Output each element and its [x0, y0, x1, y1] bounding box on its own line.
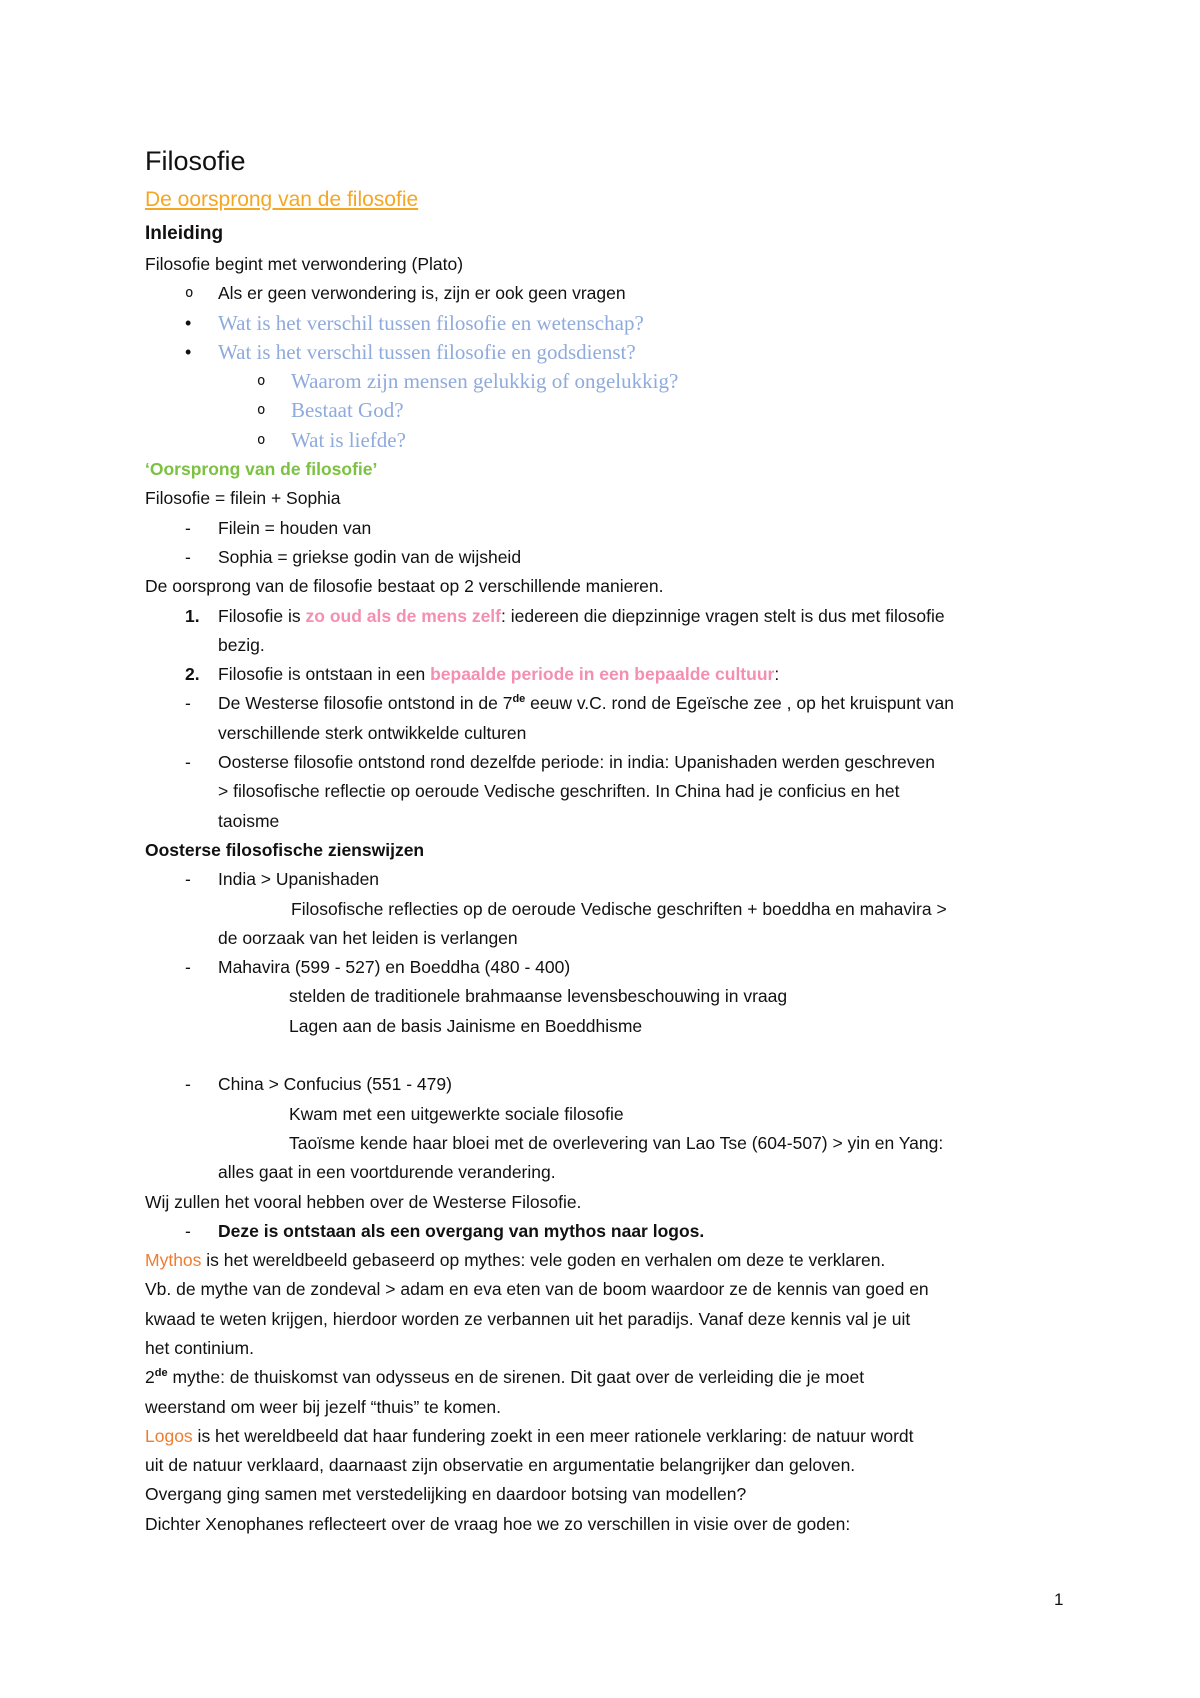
document-page — [145, 140, 1065, 1539]
continuation: bezig. — [218, 634, 265, 655]
continuation: taoisme — [218, 810, 280, 831]
blank-line — [145, 1041, 1065, 1070]
section-heading: De oorsprong van de filosofie — [145, 188, 419, 211]
paragraph: Overgang ging samen met verstedelijking en daardoor botsing van modellen? — [145, 1484, 747, 1505]
numbered-item: 1. Filosofie is zo oud als de mens zelf: iedereen die diepzinnige vragen stelt is dus met filosofie — [145, 602, 1065, 631]
term-logos: Logos — [145, 1425, 193, 1446]
list-item: o Bestaat God? — [145, 396, 1065, 425]
bullet-icon: • — [185, 312, 192, 333]
paragraph: uit de natuur verklaard, daarnaast zijn observatie en argumentatie belangrijker dan geloven. — [145, 1455, 856, 1476]
subheading-oosterse: Oosterse filosofische zienswijzen — [145, 839, 425, 860]
paragraph: weerstand om weer bij jezelf “thuis” te komen. — [145, 1396, 501, 1417]
list-item: - Sophia = griekse godin van de wijsheid — [145, 543, 1065, 572]
list-item: - Mahavira (599 - 527) en Boeddha (480 - 400) — [145, 953, 1065, 982]
paragraph: Logos is het wereldbeeld dat haar fundering zoekt in een meer rationele verklaring: de natuur wordt — [145, 1425, 914, 1446]
paragraph: Dichter Xenophanes reflecteert over de vraag hoe we zo verschillen in visie over de goden: — [145, 1513, 851, 1534]
list-item: - China > Confucius (551 - 479) — [145, 1070, 1065, 1099]
paragraph: kwaad te weten krijgen, hierdoor worden ze verbannen uit het paradijs. Vanaf deze kennis val je uit — [145, 1308, 911, 1329]
page-number: 1 — [1054, 1590, 1064, 1609]
list-item: o Waarom zijn mensen gelukkig of ongelukkig? — [145, 367, 1065, 396]
dash-bullet-icon: - — [185, 546, 191, 567]
subheading-inleiding: Inleiding — [145, 223, 224, 244]
list-item: - Filein = houden van — [145, 514, 1065, 543]
bullet-icon: • — [185, 341, 192, 362]
dash-bullet-icon: - — [185, 957, 191, 978]
list-number: 2. — [185, 664, 200, 685]
paragraph: 2de mythe: de thuiskomst van odysseus en de sirenen. Dit gaat over de verleiding die je moet — [145, 1367, 865, 1388]
paragraph: De oorsprong van de filosofie bestaat op 2 verschillende manieren. — [145, 576, 664, 597]
highlight: zo oud als de mens zelf — [305, 605, 501, 626]
continuation: alles gaat in een voortdurende verandering. — [218, 1162, 556, 1183]
list-item: - India > Upanishaden — [145, 865, 1065, 894]
highlight: bepaalde periode in een bepaalde cultuur — [430, 664, 775, 685]
document-title: Filosofie — [145, 146, 246, 176]
circle-bullet-icon: o — [257, 373, 266, 390]
indented-text: Kwam met een uitgewerkte sociale filosofie — [289, 1103, 624, 1124]
dash-bullet-icon: - — [185, 752, 191, 773]
indented-text: stelden de traditionele brahmaanse levensbeschouwing in vraag — [289, 986, 788, 1007]
list-number: 1. — [185, 605, 200, 626]
list-item: • Wat is het verschil tussen filosofie en godsdienst? — [145, 338, 1065, 367]
term-mythos: Mythos — [145, 1250, 202, 1271]
list-item: • Wat is het verschil tussen filosofie en wetenschap? — [145, 309, 1065, 338]
paragraph: Wij zullen het vooral hebben over de Westerse Filosofie. — [145, 1191, 582, 1212]
circle-bullet-icon: o — [257, 402, 266, 419]
dash-bullet-icon: - — [185, 1074, 191, 1095]
list-item: - Oosterse filosofie ontstond rond dezelfde periode: in india: Upanishaden werden geschreven — [145, 748, 1065, 777]
dash-bullet-icon: - — [185, 1220, 191, 1241]
list-item: o Wat is liefde? — [145, 426, 1065, 455]
paragraph: Vb. de mythe van de zondeval > adam en eva eten van de boom waardoor ze de kennis van goed en — [145, 1279, 929, 1300]
continuation: verschillende sterk ontwikkelde culturen — [218, 722, 527, 743]
paragraph: Filosofie = filein + Sophia — [145, 488, 341, 509]
subheading-oorsprong: ‘Oorsprong van de filosofie’ — [145, 459, 378, 480]
continuation: de oorzaak van het leiden is verlangen — [218, 927, 518, 948]
numbered-item: 2. Filosofie is ontstaan in een bepaalde periode in een bepaalde cultuur: — [145, 660, 1065, 689]
paragraph: het continium. — [145, 1337, 254, 1358]
paragraph: Filosofie begint met verwondering (Plato) — [145, 254, 464, 274]
indented-text: Taoïsme kende haar bloei met de overlevering van Lao Tse (604-507) > yin en Yang: — [289, 1132, 944, 1153]
list-item: - De Westerse filosofie ontstond in de 7de eeuw v.C. rond de Egeïsche zee , op het kruispunt van — [145, 689, 1065, 718]
list-item: - Deze is ontstaan als een overgang van mythos naar logos. — [145, 1217, 1065, 1246]
continuation: > filosofische reflectie op oeroude Vedische geschriften. In China had je conficius en het — [218, 781, 900, 802]
paragraph: Mythos is het wereldbeeld gebaseerd op mythes: vele goden en verhalen om deze te verklaren. — [145, 1250, 886, 1271]
circle-bullet-icon: o — [185, 285, 194, 302]
dash-bullet-icon: - — [185, 693, 191, 714]
dash-bullet-icon: - — [185, 517, 191, 538]
dash-bullet-icon: - — [185, 869, 191, 890]
indented-text: Filosofische reflecties op de oeroude Vedische geschriften + boeddha en mahavira > — [291, 898, 947, 919]
circle-bullet-icon: o — [257, 431, 266, 448]
indented-text: Lagen aan de basis Jainisme en Boeddhisme — [289, 1015, 643, 1036]
list-item: o Als er geen verwondering is, zijn er ook geen vragen — [145, 279, 1065, 308]
